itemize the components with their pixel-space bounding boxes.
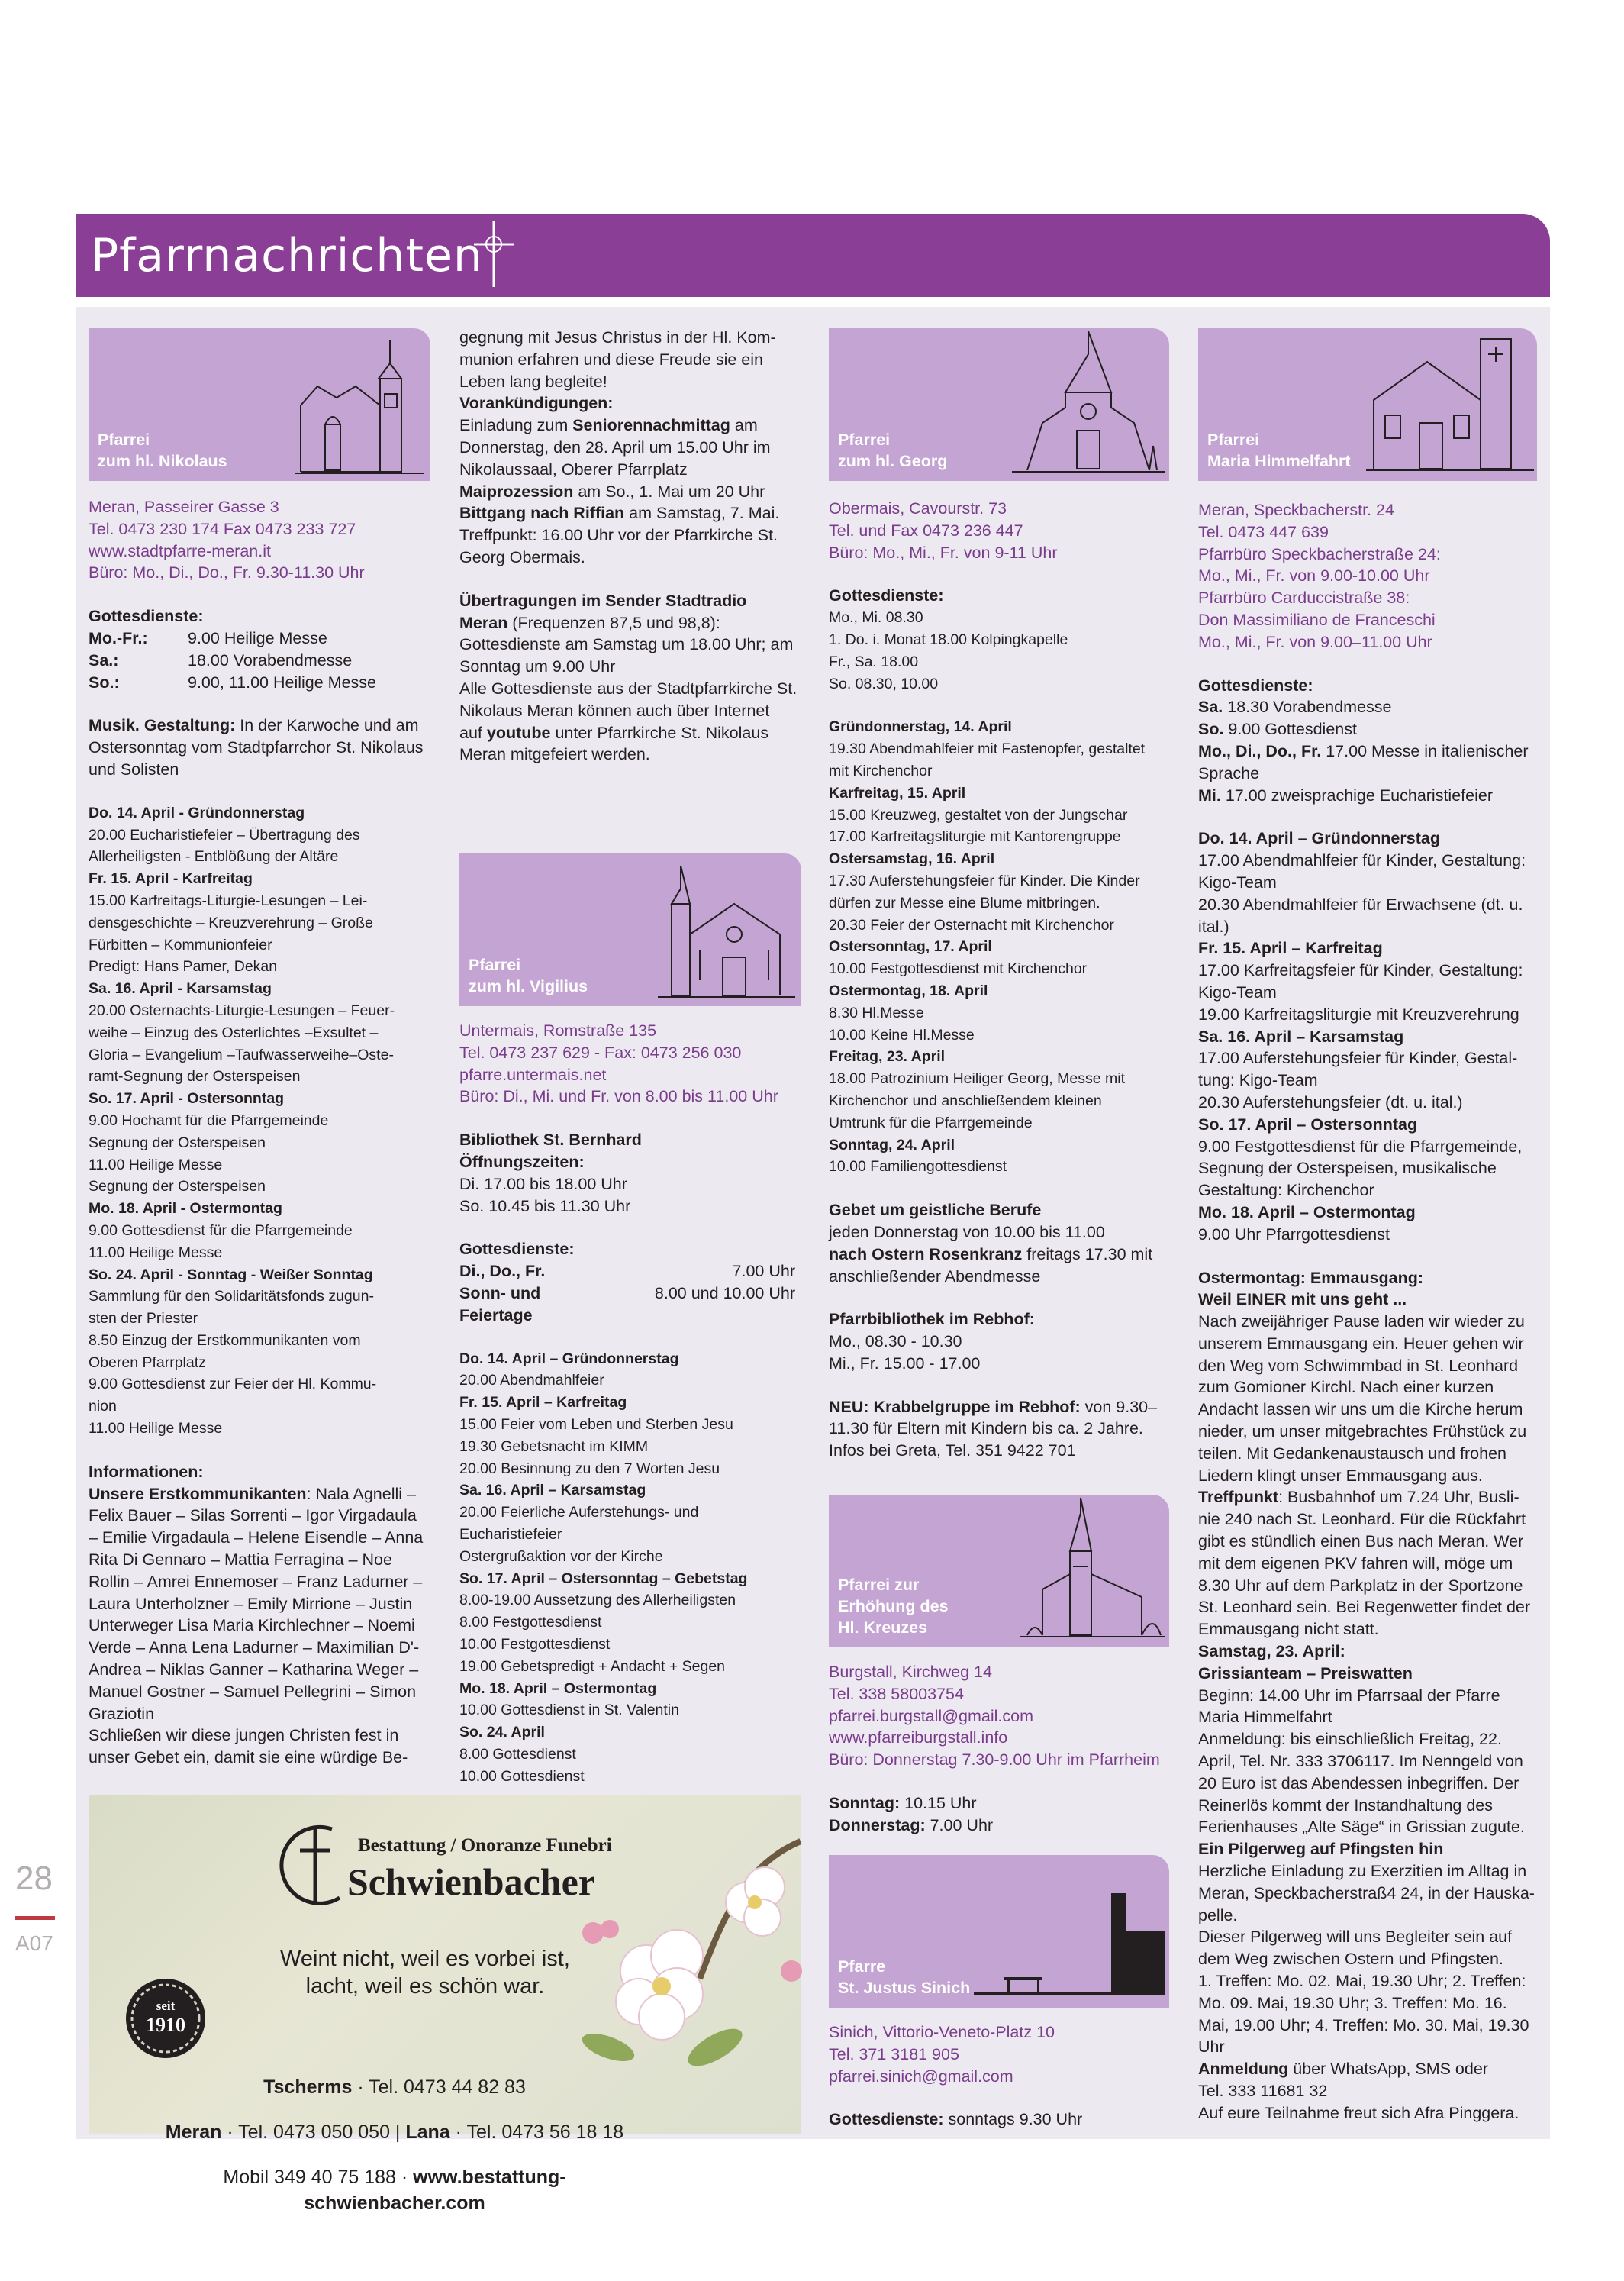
phone: Tel. und Fax 0473 236 447: [829, 521, 1023, 540]
section-header: [76, 214, 1550, 297]
service-row: Mo.-Fr.: 9.00 Heilige Messe: [89, 628, 327, 647]
text-line: Mo., Di., Do., Fr. 17.00 Messe in italienischer: [1198, 741, 1529, 760]
church-illustration: [1366, 331, 1534, 478]
schedule-line: ital.): [1198, 917, 1229, 936]
schedule-heading: Mo. 18. April - Ostermontag: [89, 1200, 282, 1218]
text-line: den Weg vom Schwimmbad in St. Leonhard: [1198, 1356, 1519, 1375]
schedule-line: 11.00 Heilige Messe: [89, 1420, 223, 1437]
text-line: Tel. 333 11681 32: [1198, 2081, 1328, 2100]
schedule-line: 8.50 Einzug der Erstkommunikanten vom: [89, 1331, 361, 1349]
text-line: pelle.: [1198, 1905, 1238, 1924]
office-hours: Mo., Mi., Fr. von 9.00-10.00 Uhr: [1198, 566, 1430, 586]
schedule-line: 8.00-19.00 Aussetzung des Allerheiligsten: [459, 1592, 736, 1609]
info-line: Manuel Gostner – Samuel Pellegrini – Simon: [89, 1682, 417, 1701]
column-1: Meran, Passeirer Gasse 3 Tel. 0473 230 174 Fax 0473 233 727 www.stadtpfarre-meran.it Büro: Mo., Di., Do., Fr. 9.30-11.30 Uhr Gottesdienste: Mo.-Fr.: 9.00 Heilige Messe Sa.: 18.00 Vorabendmesse So.: 9.00, 11.00 Heilige Messe Musik. Gestaltung: In der Karwoche und am Ostersonntag vom Stadtpfarrchor St. Nikolaus und Solisten Do. 14. April - Gründonnerstag 20.00 Eucharistiefeier – Übertragung des Allerheiligsten - Entblößung der Altäre Fr. 15. April - Karfreitag 15.00 Karfreitags-Liturgie-Lesungen – Lei- densgeschichte – Kreuzverehrung – Große Fürbitten – Kommunionfeier Predigt: Hans Pamer, Dekan Sa. 16. April - Karsamstag 20.00 Osternachts-Liturgie-Lesungen – Feuer- weihe – Einzug des Osterlichtes –Exsultet – Gloria – Evangelium –Taufwasserweihe–Oste- ramt-Segnung der Osterspeisen So. 17. April - Ostersonntag 9.00 Hochamt für die Pfarrgemeinde Segnung der Osterspeisen 11.00 Heilige Messe Segnung der Osterspeisen Mo. 18. April - Ostermontag 9.00 Gottesdienst für die Pfarrgemeinde 11.00 Heilige Messe So. 24. April - Sonntag - Weißer Sonntag Sammlung für den Solidaritätsfonds zugun- sten der Priester 8.50 Einzug der Erstkommunikanten vom Oberen Pfarrplatz 9.00 Gottesdienst zur Feier der Hl. Kommu- nion 11.00 Heilige Messe Informationen: Unsere Erstkommunikanten: Nala Agnelli – Felix Bauer – Silas Sorrenti – Igor Virgadaula – Emilie Virgadaula – Helene Eisendle – Anna Rita Di Gennaro – Mattia Ferragina – Noe Rollin – Amrei Ennemoser – Franz Ladurner – Laura Unterholzner – Emily Mirrione – Justin Unterweger Lisa Maria Kirchlechner – Noemi Verde – Anna Lena Ladurner – Maximilian D'- Andrea – Niklas Ganner – Katharina Weger – Manuel Gostner – Samuel Pellegrini – Simon Graziotin Schließen wir diese jungen Christen fest in unser Gebet ein, damit sie eine würdige Be-: [89, 496, 447, 1769]
schedule-heading: So. 17. April - Ostersonntag: [89, 1090, 285, 1108]
text-line: So. 9.00 Gottesdienst: [1198, 720, 1357, 739]
schedule-line: nion: [89, 1398, 117, 1415]
schedule-line: 20.00 Eucharistiefeier – Übertragung des: [89, 826, 360, 844]
text-line: Liedern klingt unser Emmausgang aus.: [1198, 1466, 1483, 1485]
column-3-burgstall: [829, 1661, 1180, 1837]
schedule-heading: Fr. 15. April - Karfreitag: [89, 870, 253, 888]
schedule-line: 10.00 Festgottesdienst mit Kirchenchor: [829, 960, 1088, 978]
text-line: Dieser Pilgerweg will uns Begleiter sein auf: [1198, 1928, 1513, 1947]
parish-box-burgstall: [829, 1495, 1169, 1647]
text-line: Anmeldung: bis einschließlich Freitag, 22.: [1198, 1730, 1502, 1749]
text-line: Emmausgang nicht statt.: [1198, 1620, 1379, 1639]
text-line: Fr., Sa. 18.00: [829, 653, 919, 670]
text-line: Andacht lassen wir uns um die Kirche herum: [1198, 1400, 1523, 1419]
schedule-line: 11.00 Heilige Messe: [89, 1156, 223, 1173]
schedule-line: Gestaltung: Kirchenchor: [1198, 1181, 1374, 1200]
schedule-line: Eucharistiefeier: [459, 1525, 562, 1543]
parish-name: Erhöhung des: [838, 1597, 949, 1615]
parish-name: Pfarrei: [469, 956, 521, 974]
text-line: Bittgang nach Riffian am Samstag, 7. Mai.: [459, 504, 780, 523]
schedule-heading: Fr. 15. April – Karfreitag: [459, 1394, 627, 1412]
schedule-heading: So. 17. April – Ostersonntag – Gebetstag: [459, 1570, 748, 1587]
schedule-line: 15.00 Karfreitags-Liturgie-Lesungen – Lei-: [89, 892, 368, 909]
text-line: 1. Do. i. Monat 18.00 Kolpingkapelle: [829, 631, 1068, 648]
text-line: Herzliche Einladung zu Exerzitien im Alltag in: [1198, 1862, 1527, 1881]
service-row: Sa.: 18.00 Vorabendmesse: [89, 650, 353, 669]
ad-line: Meran · Tel. 0473 050 050 | Lana · Tel. 0473 56 18 18: [165, 2121, 624, 2143]
parish-name: zum hl. Georg: [838, 452, 948, 470]
page-title: Pfarrnachrichten: [91, 229, 483, 282]
email-link[interactable]: pfarrei.sinich@gmail.com: [829, 2066, 1013, 2086]
schedule-heading: Ostersonntag, 17. April: [829, 938, 992, 956]
text-line: Donnerstag, den 28. April um 15.00 Uhr im: [459, 437, 771, 457]
schedule-line: 11.00 Heilige Messe: [89, 1244, 223, 1261]
text-line: Maiprozession am So., 1. Mai um 20 Uhr: [459, 482, 765, 501]
text-line: Gottesdienste: sonntags 9.30 Uhr: [829, 2110, 1083, 2129]
schedule-line: 20.00 Besinnung zu den 7 Worten Jesu: [459, 1460, 720, 1477]
ad-subtitle: Bestattung / Onoranze Funebri: [358, 1835, 612, 1856]
church-illustration: [1020, 1498, 1165, 1644]
text-line: nie 240 nach St. Leonhard. Für die Rückfahrt: [1198, 1510, 1526, 1529]
parish-name: St. Justus Sinich: [838, 1979, 971, 1997]
schedule-heading: Karfreitag, 15. April: [829, 784, 966, 802]
schedule-heading: So. 17. April – Ostersonntag: [1198, 1115, 1418, 1134]
parish-box-maria-himmelfahrt: [1198, 328, 1537, 481]
info-line: Schließen wir diese jungen Christen fest in: [89, 1726, 399, 1745]
schedule-line: 17.00 Auferstehungsfeier für Kinder, Gestal-: [1198, 1049, 1518, 1068]
parish-name: Pfarrei: [98, 431, 150, 449]
schedule-line: 17.00 Karfreitagsfeier für Kinder, Gestaltung:: [1198, 961, 1523, 980]
text-line: Mo., Mi. 08.30: [829, 609, 923, 627]
schedule-line: 17.30 Auferstehungsfeier für Kinder. Die Kinder: [829, 872, 1140, 889]
schedule-line: Allerheiligsten - Entblößung der Altäre: [89, 848, 339, 866]
schedule-line: Segnung der Osterspeisen, musikalische: [1198, 1159, 1497, 1178]
ad-line: Tscherms · Tel. 0473 44 82 83: [263, 2076, 526, 2098]
text-line: gibt es stündlich einen Bus nach Meran. Wer: [1198, 1532, 1524, 1551]
schedule-line: Kirchenchor und anschließendem kleinen: [829, 1092, 1102, 1109]
office-hours: Büro: Di., Mi. und Fr. von 8.00 bis 11.00 Uhr: [459, 1087, 778, 1106]
text-line: Mai, 19.00 Uhr; 4. Treffen: Mo. 30. Mai, 19.30: [1198, 2015, 1529, 2034]
schedule-line: weihe – Einzug des Osterlichtes –Exsultet –: [89, 1024, 379, 1041]
parish-name: Hl. Kreuzes: [838, 1618, 928, 1637]
phone: Tel. 371 3181 905: [829, 2044, 959, 2063]
services-heading: Gottesdienste:: [89, 607, 204, 626]
text-line: Alle Gottesdienste aus der Stadtpfarrkirche St.: [459, 679, 798, 698]
address: Sinich, Vittorio-Veneto-Platz 10: [829, 2023, 1055, 2041]
column-3: Obermais, Cavourstr. 73 Tel. und Fax 0473 236 447 Büro: Mo., Mi., Fr. von 9-11 Uhr Gottesdienste: Mo., Mi. 08.30 1. Do. i. Monat 18.00 Kolpingkapelle Fr., Sa. 18.00 So. 08.30, 10.00 Gründonnerstag, 14. April 19.30 Abendmahlfeier mit Fastenopfer, gestaltet mit Kirchenchor Karfreitag, 15. April 15.00 Kreuzweg, gestaltet von der Jungschar 17.00 Karfreitagsliturgie mit Kantorengruppe Ostersamstag, 16. April 17.30 Auferstehungsfeier für Kinder. Die Kinder dürfen zur Messe eine Blume mitbringen. 20.30 Feier der Osternacht mit Kirchenchor Ostersonntag, 17. April 10.00 Festgottesdienst mit Kirchenchor Ostermontag, 18. April 8.30 Hl.Messe 10.00 Keine Hl.Messe Freitag, 23. April 18.00 Patrozinium Heiliger Georg, Messe mit Kirchenchor und anschließendem kleinen Umtrunk für die Pfarrgemeinde Sonntag, 24. April 10.00 Familiengottesdienst Gebet um geistliche Berufe jeden Donnerstag von 10.00 bis 11.00 nach Ostern Rosenkranz freitags 17.30 mit anschließender Abendmesse Pfarrbibliothek im Rebhof: Mo., 08.30 - 10.30 Mi., Fr. 15.00 - 17.00 NEU: Krabbelgruppe im Rebhof: von 9.30– 11.30 für Eltern mit Kindern bis ca. 2 Jahre. Infos bei Greta, Tel. 351 9422 701: [829, 498, 1180, 1462]
column-2-lower: Untermais, Romstraße 135 Tel. 0473 237 629 - Fax: 0473 256 030 pfarre.untermais.net Büro: Di., Mi. und Fr. von 8.00 bis 11.00 Uhr Bibliothek St. Bernhard Öffnungszeiten: Di. 17.00 bis 18.00 Uhr So. 10.45 bis 11.30 Uhr Gottesdienste: Di., Do., Fr. 7.00 Uhr Sonn- und Feiertage 8.00 und 10.00 Uhr Do. 14. April – Gründonnerstag 20.00 Abendmahlfeier Fr. 15. April – Karfreitag 15.00 Feier vom Leben und Sterben Jesu 19.30 Gebetsnacht im KIMM 20.00 Besinnung zu den 7 Worten Jesu Sa. 16. April – Karsamstag 20.00 Feierliche Auferstehungs- und Eucharistiefeier Ostergrußaktion vor der Kirche So. 17. April – Ostersonntag – Gebetstag 8.00-19.00 Aussetzung des Allerheiligsten 8.00 Festgottesdienst 10.00 Festgottesdienst 19.00 Gebetspredigt + Andacht + Segen Mo. 18. April – Ostermontag 10.00 Gottesdienst in St. Valentin So. 24. April 8.00 Gottesdienst 10.00 Gottesdienst: [459, 1020, 810, 1788]
text-line: Treffpunkt: 16.00 Uhr vor der Pfarrkirche St.: [459, 526, 778, 545]
website-link[interactable]: www.pfarreiburgstall.info: [829, 1728, 1008, 1747]
parish-box-vigilius: [459, 853, 801, 1006]
office-hours: Mo., Mi., Fr. von 9.00–11.00 Uhr: [1198, 632, 1432, 651]
services-heading: Gottesdienste:: [459, 1240, 575, 1259]
text-line: Gottesdienste am Samstag um 18.00 Uhr; am: [459, 635, 794, 654]
schedule-line: 9.00 Uhr Pfarrgottesdienst: [1198, 1224, 1390, 1244]
address: Burgstall, Kirchweg 14: [829, 1663, 992, 1681]
phone: Tel. 0473 237 629 - Fax: 0473 256 030: [459, 1043, 742, 1062]
text-line: teilen. Mit Gedankenaustausch und frohen: [1198, 1444, 1506, 1463]
schedule-line: Gloria – Evangelium –Taufwasserweihe–Oste-: [89, 1046, 394, 1063]
service-row: Di., Do., Fr. 7.00 Uhr: [459, 1262, 795, 1281]
text-line: Grissianteam – Preiswatten: [1198, 1663, 1413, 1683]
schedule-line: Sammlung für den Solidaritätsfonds zugun-: [89, 1288, 374, 1305]
text-line: Maria Himmelfahrt: [1198, 1708, 1332, 1727]
schedule-line: 19.00 Karfreitagsliturgie mit Kreuzverehrung: [1198, 1005, 1519, 1024]
text-line: Meran (Frequenzen 87,5 und 98,8):: [459, 613, 720, 632]
schedule-heading: Do. 14. April – Gründonnerstag: [459, 1350, 679, 1367]
schedule-line: 10.00 Keine Hl.Messe: [829, 1026, 975, 1044]
schedule-heading: Sonntag, 24. April: [829, 1136, 955, 1153]
schedule-heading: Freitag, 23. April: [829, 1048, 946, 1066]
schedule-line: Segnung der Osterspeisen: [89, 1178, 266, 1195]
text-line: Infos bei Greta, Tel. 351 9422 701: [829, 1441, 1076, 1460]
text-line: Uhr: [1198, 2037, 1225, 2057]
schedule-heading: Fr. 15. April – Karfreitag: [1198, 939, 1383, 958]
text-line: Beginn: 14.00 Uhr im Pfarrsaal der Pfarre: [1198, 1686, 1500, 1705]
info-line: Graziotin: [89, 1704, 155, 1723]
church-illustration: [658, 858, 795, 1003]
text-line: anschließender Abendmesse: [829, 1266, 1041, 1286]
page-number: 28: [15, 1860, 53, 1897]
text-line: Meran mitgefeiert werden.: [459, 745, 650, 764]
schedule-line: 19.00 Gebetspredigt + Andacht + Segen: [459, 1657, 726, 1675]
church-illustration: [1012, 331, 1165, 478]
text-line: nieder, um unser mitgebrachtes Frühstück zu: [1198, 1422, 1527, 1441]
text-line: Reinerlös kommt der Instandhaltung des: [1198, 1795, 1494, 1815]
schedule-line: 20.00 Abendmahlfeier: [459, 1372, 604, 1389]
info-line: Laura Unterholzner – Emily Mirrione – Justin: [89, 1594, 413, 1613]
website-link[interactable]: www.stadtpfarre-meran.it: [89, 541, 271, 560]
text-line: dem Weg zwischen Ostern und Pfingsten.: [1198, 1950, 1503, 1969]
schedule-line: 10.00 Familiengottesdienst: [829, 1158, 1007, 1176]
schedule-line: 17.00 Abendmahlfeier für Kinder, Gestaltung:: [1198, 851, 1526, 870]
text-line: 1. Treffen: Mo. 02. Mai, 19.30 Uhr; 2. Treffen:: [1198, 1972, 1526, 1990]
parish-name: zum hl. Vigilius: [469, 977, 588, 995]
schedule-line: 15.00 Feier vom Leben und Sterben Jesu: [459, 1415, 733, 1433]
schedule-line: 9.00 Hochamt für die Pfarrgemeinde: [89, 1111, 329, 1129]
page-divider: [15, 1916, 55, 1920]
ad-line: Mobil 349 40 75 188 · www.bestattung-schwienbacher.com: [223, 2166, 566, 2214]
text-line: Mi. 17.00 zweisprachige Eucharistiefeier: [1198, 786, 1493, 805]
text-line: Meran, Speckbacherstraß4 24, in der Hauska-: [1198, 1883, 1535, 1902]
address: Meran, Passeirer Gasse 3: [89, 498, 279, 516]
parish-name: Pfarre: [838, 1957, 886, 1976]
schedule-line: Kigo-Team: [1198, 982, 1277, 1002]
text-line: Gebet um geistliche Berufe: [829, 1201, 1042, 1220]
info-line: Unterweger Lisa Maria Kirchlechner – Noemi: [89, 1616, 415, 1635]
schedule-line: 10.00 Festgottesdienst: [459, 1635, 611, 1653]
schedule-line: ramt-Segnung der Osterspeisen: [89, 1068, 301, 1086]
schedule-line: tung: Kigo-Team: [1198, 1071, 1318, 1090]
info-line: unser Gebet ein, damit sie eine würdige Be-: [89, 1748, 408, 1767]
text-line: Sonntag: 10.15 Uhr: [829, 1793, 977, 1812]
service-row: So.: 9.00, 11.00 Heilige Messe: [89, 673, 376, 692]
schedule-heading: Mo. 18. April – Ostermontag: [1198, 1202, 1416, 1221]
cross-logo-icon: [279, 1821, 355, 1905]
schedule-line: 8.00 Festgottesdienst: [459, 1614, 602, 1631]
services-heading: Gottesdienste:: [829, 586, 944, 605]
column-2: gegnung mit Jesus Christus in der Hl. Kom- munion erfahren und diese Freude sie ein Leben lang begleite! Vorankündigungen: Einladung zum Seniorennachmittag am Donnerstag, den 28. April um 15.00 Uhr im Nikolaussaal, Oberer Pfarrplatz Maiprozession am So., 1. Mai um 20 Uhr Bittgang nach Riffian am Samstag, 7. Mai. Treffpunkt: 16.00 Uhr vor der Pfarrkirche St. Georg Obermais. Übertragungen im Sender Stadtradio Meran (Frequenzen 87,5 und 98,8): Gottesdienste am Samstag um 18.00 Uhr; am Sonntag um 9.00 Uhr Alle Gottesdienste aus der Stadtpfarrkirche St. Nikolaus Meran können auch über Internet auf youtube unter Pfarrkirche St. Nikolaus Meran mitgefeiert werden.: [459, 327, 810, 766]
text-line: April, Tel. Nr. 333 3706117. Im Nenngeld von: [1198, 1752, 1523, 1771]
schedule-line: 20.30 Feier der Osternacht mit Kirchenchor: [829, 916, 1114, 934]
email-link[interactable]: pfarrei.burgstall@gmail.com: [829, 1706, 1033, 1725]
services-heading: Gottesdienste:: [1198, 676, 1313, 695]
church-illustration: [974, 1870, 1165, 2000]
info-line: Rita Di Gennaro – Mattia Ferragina – Noe: [89, 1550, 392, 1570]
schedule-heading: Do. 14. April – Gründonnerstag: [1198, 829, 1440, 848]
info-line: Verde – Anna Lena Ladurner – Maximilian D'-: [89, 1638, 420, 1657]
text-line: NEU: Krabbelgruppe im Rebhof: von 9.30–: [829, 1397, 1158, 1416]
schedule-heading: Gründonnerstag, 14. April: [829, 718, 1012, 736]
text-line: 11.30 für Eltern mit Kindern bis ca. 2 Jahre.: [829, 1419, 1143, 1438]
parish-name: Pfarrei: [1207, 431, 1260, 449]
schedule-line: 19.30 Gebetsnacht im KIMM: [459, 1437, 649, 1455]
text-line: mit dem eigenen PKV fahren will, möge um: [1198, 1553, 1513, 1573]
music-label: Musik. Gestaltung:: [89, 716, 236, 735]
schedule-line: 18.00 Patrozinium Heiliger Georg, Messe mit: [829, 1070, 1125, 1088]
schedule-heading: Do. 14. April - Gründonnerstag: [89, 804, 305, 821]
schedule-line: 10.00 Gottesdienst in St. Valentin: [459, 1702, 679, 1719]
text-line: Ferienhauses „Alte Säge“ in Grissian zugute.: [1198, 1818, 1525, 1837]
phone: Tel. 0473 230 174 Fax 0473 233 727: [89, 519, 356, 538]
schedule-line: Oberen Pfarrplatz: [89, 1353, 206, 1371]
text-line: Anmeldung über WhatsApp, SMS oder: [1198, 2060, 1488, 2079]
ad-contact-lines: [135, 2055, 654, 2235]
address: Meran, Speckbacherstr. 24: [1198, 501, 1394, 519]
parish-name: zum hl. Nikolaus: [98, 452, 227, 470]
schedule-line: 19.30 Abendmahlfeier mit Fastenopfer, gestaltet: [829, 740, 1146, 758]
parish-box-nikolaus: [89, 328, 430, 481]
schedule-line: 9.00 Gottesdienst zur Feier der Hl. Kommu-: [89, 1376, 377, 1393]
schedule-line: dürfen zur Messe eine Blume mitbringen.: [829, 894, 1100, 911]
schedule-line: 8.00 Gottesdienst: [459, 1745, 576, 1763]
text-line: St. Leonhard sein. Bei Regenwetter findet der: [1198, 1598, 1531, 1617]
info-line: Andrea – Niklas Ganner – Katharina Weger –: [89, 1660, 419, 1679]
schedule-heading: Mo. 18. April – Ostermontag: [459, 1679, 657, 1697]
parish-name: Pfarrei: [838, 431, 891, 449]
column-4: Meran, Speckbacherstr. 24 Tel. 0473 447 639 Pfarrbüro Speckbacherstraße 24: Mo., Mi., Fr. von 9.00-10.00 Uhr Pfarrbüro Carduccistraße 38: Don Massimiliano de Franceschi Mo., Mi., Fr. von 9.00–11.00 Uhr Gottesdienste: Sa. 18.30 Vorabendmesse So. 9.00 Gottesdienst Mo., Di., Do., Fr. 17.00 Messe in italienischer Sprache Mi. 17.00 zweisprachige Eucharistiefeier Do. 14. April – Gründonnerstag 17.00 Abendmahlfeier für Kinder, Gestaltung: Kigo-Team 20.30 Abendmahlfeier für Erwachsene (dt. u. ital.) Fr. 15. April – Karfreitag 17.00 Karfreitagsfeier für Kinder, Gestaltung: Kigo-Team 19.00 Karfreitagsliturgie mit Kreuzverehrung Sa. 16. April – Karsamstag 17.00 Auferstehungsfeier für Kinder, Gestal- tung: Kigo-Team 20.30 Auferstehungsfeier (dt. u. ital.) So. 17. April – Ostersonntag 9.00 Festgottesdienst für die Pfarrgemeinde, Segnung der Osterspeisen, musikalische Gestaltung: Kirchenchor Mo. 18. April – Ostermontag 9.00 Uhr Pfarrgottesdienst Ostermontag: Emmausgang: Weil EINER mit uns geht ... Nach zweijähriger Pause laden wir wieder zu unserem Emmausgang ein. Heuer gehen wir den Weg vom Schwimmbad in St. Leonhard zum Gomioner Kirchl. Nach einer kurzen Andacht lassen wir uns um die Kirche herum nieder, um unser mitgebrachtes Frühstück zu teilen. Mit Gedankenaustausch und frohen Liedern klingt unser Emmausgang aus. Treffpunkt: Busbahnhof um 7.24 Uhr, Busli- nie 240 nach St. Leonhard. Für die Rückfahrt gibt es stündlich einen Bus nach Meran. Wer mit dem eigenen PKV fahren will, möge um 8.30 Uhr auf dem Parkplatz in der Sportzone St. Leonhard sein. Bei Regenwetter findet der Emmausgang nicht statt. Samstag, 23. April: Grissianteam – Preiswatten Beginn: 14.00 Uhr im Pfarrsaal der Pfarre Maria Himmelfahrt Anmeldung: bis einschließlich Freitag, 22. April, Tel. Nr. 333 3706117. Im Nenngeld von 20 Euro ist das Abendessen inbegriffen. Der Reinerlös kommt der Instandhaltung des Ferienhauses „Alte Säge“ in Grissian zugute. Ein Pilgerweg auf Pfingsten hin Herzliche Einladung zu Exerzitien im Alltag in Meran, Speckbacherstraß4 24, in der Hauska- pelle. Dieser Pilgerweg will uns Begleiter sein auf dem Weg zwischen Ostern und Pfingsten. 1. Treffen: Mo. 02. Mai, 19.30 Uhr; 2. Treffen: Mo. 09. Mai, 19.30 Uhr; 3. Treffen: Mo. 16. Mai, 19.00 Uhr; 4. Treffen: Mo. 30. Mai, 19.30 Uhr Anmeldung über WhatsApp, SMS oder Tel. 333 11681 32 Auf eure Teilnahme freut sich Afra Pinggera.: [1198, 499, 1549, 2125]
ad-company-name: Schwienbacher: [347, 1860, 595, 1903]
announcements-heading: Vorankündigungen:: [459, 394, 614, 413]
schedule-line: 20.00 Feierliche Auferstehungs- und: [459, 1504, 699, 1521]
text-line: Samstag, 23. April:: [1198, 1642, 1345, 1661]
schedule-line: sten der Priester: [89, 1310, 198, 1328]
schedule-line: mit Kirchenchor: [829, 762, 933, 779]
office-hours: Büro: Donnerstag 7.30-9.00 Uhr im Pfarrheim: [829, 1750, 1160, 1770]
text-line: Sonntag um 9.00 Uhr: [459, 657, 616, 676]
schedule-line: 20.00 Osternachts-Liturgie-Lesungen – Feuer-: [89, 1002, 395, 1019]
schedule-line: 20.30 Auferstehungsfeier (dt. u. ital.): [1198, 1092, 1463, 1111]
text-line: Einladung zum Seniorennachmittag am: [459, 416, 758, 435]
text-line: zum Gomioner Kirchl. Nach einer kurzen: [1198, 1378, 1494, 1397]
schedule-line: Kigo-Team: [1198, 873, 1277, 892]
text-line: Nikolaus Meran können auch über Internet: [459, 701, 770, 720]
schedule-heading: Ostermontag, 18. April: [829, 982, 988, 999]
phone: Tel. 0473 447 639: [1198, 522, 1329, 541]
text-line: Treffpunkt: Busbahnhof um 7.24 Uhr, Busli-: [1198, 1488, 1519, 1507]
schedule-heading: Sa. 16. April – Karsamstag: [459, 1482, 646, 1499]
address: Obermais, Cavourstr. 73: [829, 499, 1007, 518]
website-link[interactable]: pfarre.untermais.net: [459, 1065, 607, 1084]
text-line: Sa. 18.30 Vorabendmesse: [1198, 698, 1392, 717]
text-line: jeden Donnerstag von 10.00 bis 11.00: [829, 1222, 1105, 1241]
info-heading: Informationen:: [89, 1462, 204, 1481]
schedule-line: 8.30 Hl.Messe: [829, 1004, 924, 1021]
address: Untermais, Romstraße 135: [459, 1021, 657, 1040]
text-line: Nach zweijähriger Pause laden wir wieder zu: [1198, 1312, 1525, 1331]
parish-box-sinich: [829, 1855, 1169, 2008]
office-hours: Büro: Mo., Mi., Fr. von 9-11 Uhr: [829, 543, 1058, 562]
schedule-line: Segnung der Osterspeisen: [89, 1134, 266, 1151]
parish-name: Pfarrei zur: [838, 1576, 920, 1594]
text-line: Mo. 09. Mai, 19.30 Uhr; 3. Treffen: Mo. 16.: [1198, 1993, 1507, 2012]
column-3-sinich: [829, 2021, 1180, 2131]
phone: Tel. 338 58003754: [829, 1684, 964, 1703]
parish-name: Maria Himmelfahrt: [1207, 452, 1351, 470]
schedule-line: 9.00 Festgottesdienst für die Pfarrgemeinde,: [1198, 1137, 1522, 1156]
text-line: 20 Euro ist das Abendessen inbegriffen. Der: [1198, 1773, 1519, 1792]
info-line: Felix Bauer – Silas Sorrenti – Igor Virgadaula: [89, 1506, 417, 1525]
service-row: Sonn- und Feiertage 8.00 und 10.00 Uhr: [459, 1283, 795, 1324]
schedule-heading: Ostersamstag, 16. April: [829, 850, 995, 868]
cross-icon: [469, 221, 518, 287]
text-line: Donnerstag: 7.00 Uhr: [829, 1815, 994, 1834]
text-line: Übertragungen im Sender Stadtradio: [459, 591, 747, 610]
text-line: Auf eure Teilnahme freut sich Afra Pinggera.: [1198, 2103, 1519, 2122]
schedule-heading: Sa. 16. April – Karsamstag: [1198, 1027, 1404, 1046]
schedule-line: 17.00 Karfreitagsliturgie mit Kantorengruppe: [829, 828, 1121, 846]
office-hours: Büro: Mo., Di., Do., Fr. 9.30-11.30 Uhr: [89, 563, 365, 582]
text-line: Sprache: [1198, 763, 1260, 782]
schedule-heading: Sa. 16. April - Karsamstag: [89, 980, 272, 998]
info-line: – Emilie Virgadaula – Helene Eisendle – Anna: [89, 1528, 424, 1547]
anniversary-badge: seit 1910: [126, 1979, 205, 2058]
text-line: 8.30 Uhr auf dem Parkplatz in der Sportzone: [1198, 1576, 1523, 1595]
schedule-heading: So. 24. April: [459, 1724, 545, 1741]
ad-tagline: Weint nicht, weil es vorbei ist, lacht, weil es schön war.: [280, 1947, 570, 1999]
text-line: Georg Obermais.: [459, 547, 585, 566]
text-line: Nikolaussaal, Oberer Pfarrplatz: [459, 460, 688, 479]
schedule-line: 15.00 Kreuzweg, gestaltet von der Jungschar: [829, 806, 1128, 824]
schedule-line: Ostergrußaktion vor der Kirche: [459, 1547, 663, 1565]
info-line: Rollin – Amrei Ennemoser – Franz Ladurner –: [89, 1572, 423, 1591]
schedule-line: Fürbitten – Kommunionfeier: [89, 936, 272, 953]
text-line: So. 08.30, 10.00: [829, 675, 939, 692]
schedule-line: 20.30 Abendmahlfeier für Erwachsene (dt. u.: [1198, 895, 1523, 914]
church-illustration: [295, 333, 424, 478]
schedule-line: 9.00 Gottesdienst für die Pfarrgemeinde: [89, 1221, 353, 1239]
schedule-line: Predigt: Hans Pamer, Dekan: [89, 958, 278, 976]
funeral-advertisement: [89, 1795, 801, 2214]
schedule-line: densgeschichte – Kreuzverehrung – Große: [89, 914, 373, 931]
text-line: auf youtube unter Pfarrkirche St. Nikolaus: [459, 723, 769, 742]
schedule-line: 10.00 Gottesdienst: [459, 1767, 585, 1785]
schedule-line: Umtrunk für die Pfarrgemeinde: [829, 1114, 1033, 1131]
schedule-heading: So. 24. April - Sonntag - Weißer Sonntag: [89, 1266, 373, 1283]
text-line: Ein Pilgerweg auf Pfingsten hin: [1198, 1840, 1444, 1859]
parish-box-georg: [829, 328, 1169, 481]
text-line: unserem Emmausgang ein. Heuer gehen wir: [1198, 1334, 1524, 1353]
page-code: A07: [15, 1931, 53, 1955]
text-line: nach Ostern Rosenkranz freitags 17.30 mit: [829, 1244, 1153, 1263]
